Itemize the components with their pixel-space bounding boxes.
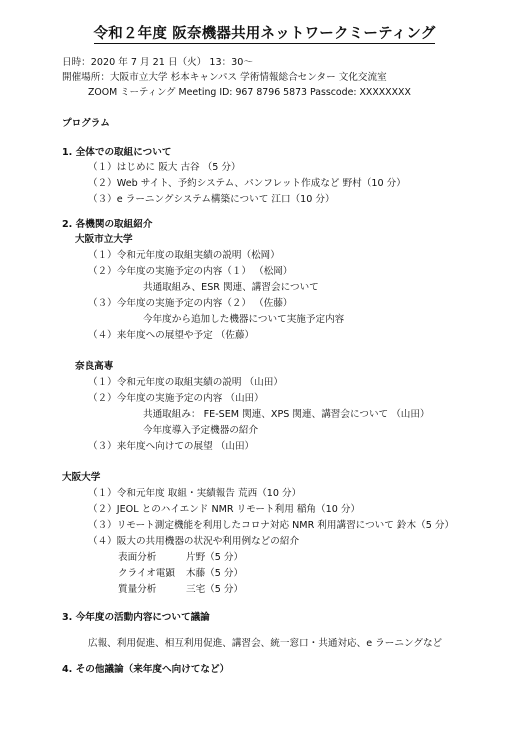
osaka-sub-label-2: クライオ電顕	[118, 568, 175, 579]
title-text: 令和２年度 阪奈機器共用ネットワークミーティング	[93, 26, 436, 42]
osaka-sub-label-1: 表面分析	[118, 552, 157, 563]
section-4-heading: 4. その他議論（来年度へ向けてなど）	[62, 664, 230, 675]
s1-item-2: （２）Web サイト、予約システム、パンフレット作成など 野村（10 分）	[88, 178, 406, 189]
osaka-line-4: （４）阪大の共用機器の状況や利用例などの紹介	[88, 536, 300, 547]
osaka-name: 大阪大学	[62, 472, 101, 483]
osaka-line-3: （３）リモート測定機能を利用したコロナ対応 NMR 利用講習について 鈴木（5 分）	[88, 520, 455, 531]
osaka-sub-who-3: 三宅（5 分）	[186, 584, 244, 595]
section-3-body: 広報、利用促進、相互利用促進、講習会、統一窓口・共通対応、e ラーニングなど	[88, 638, 443, 649]
osaka-line-2: （２）JEOL とのハイエンド NMR リモート利用 稲角（10 分）	[88, 504, 361, 515]
meta-zoom: ZOOM ミーティング Meeting ID: 967 8796 5873 Passcode: XXXXXXXX	[88, 87, 411, 98]
ocu-line-2: （２）今年度の実施予定の内容（１） （松岡）	[88, 266, 293, 277]
nara-line-2: （２）今年度の実施予定の内容 （山田）	[88, 393, 264, 404]
ocu-line-3: 共通取組み、ESR 関連、講習会について	[143, 282, 319, 293]
meta-datetime: 日時：2020 年 7 月 21 日（火） 13：30～	[62, 57, 253, 68]
ocu-line-5: 今年度から追加した機器について実施予定内容	[143, 314, 345, 325]
document-title	[0, 22, 529, 43]
ocu-line-1: （１）令和元年度の取組実績の説明（松岡）	[88, 250, 280, 261]
s1-item-1: （１）はじめに 阪大 古谷 （5 分）	[88, 162, 241, 173]
nara-line-4: 今年度導入予定機器の紹介	[143, 425, 259, 436]
nara-line-5: （３）来年度へ向けての展望 （山田）	[88, 441, 255, 452]
osaka-sub-label-3: 質量分析	[118, 584, 157, 595]
section-2-heading: 2. 各機関の取組紹介	[62, 219, 153, 230]
nara-line-1: （１）令和元年度の取組実績の説明 （山田）	[88, 377, 283, 388]
osaka-sub-who-2: 木藤（5 分）	[186, 568, 244, 579]
osaka-sub-who-1: 片野（5 分）	[186, 552, 244, 563]
ocu-line-6: （４）来年度への展望や予定 （佐藤）	[88, 330, 255, 341]
ocu-line-4: （３）今年度の実施予定の内容（２） （佐藤）	[88, 298, 293, 309]
section-3-heading: 3. 今年度の活動内容について議論	[62, 612, 210, 623]
meta-venue: 開催場所：大阪市立大学 杉本キャンパス 学術情報総合センター 文化交流室	[62, 72, 387, 83]
program-heading: プログラム	[62, 118, 110, 129]
ocu-name: 大阪市立大学	[75, 234, 133, 245]
section-1-heading: 1. 全体での取組について	[62, 147, 172, 158]
s1-item-3: （３）e ラーニングシステム構築について 江口（10 分）	[88, 194, 335, 205]
nara-name: 奈良高専	[75, 361, 114, 372]
nara-line-3: 共通取組み： FE-SEM 関連、XPS 関連、講習会について （山田）	[143, 409, 430, 420]
osaka-line-1: （１）令和元年度 取組・実績報告 荒西（10 分）	[88, 488, 302, 499]
